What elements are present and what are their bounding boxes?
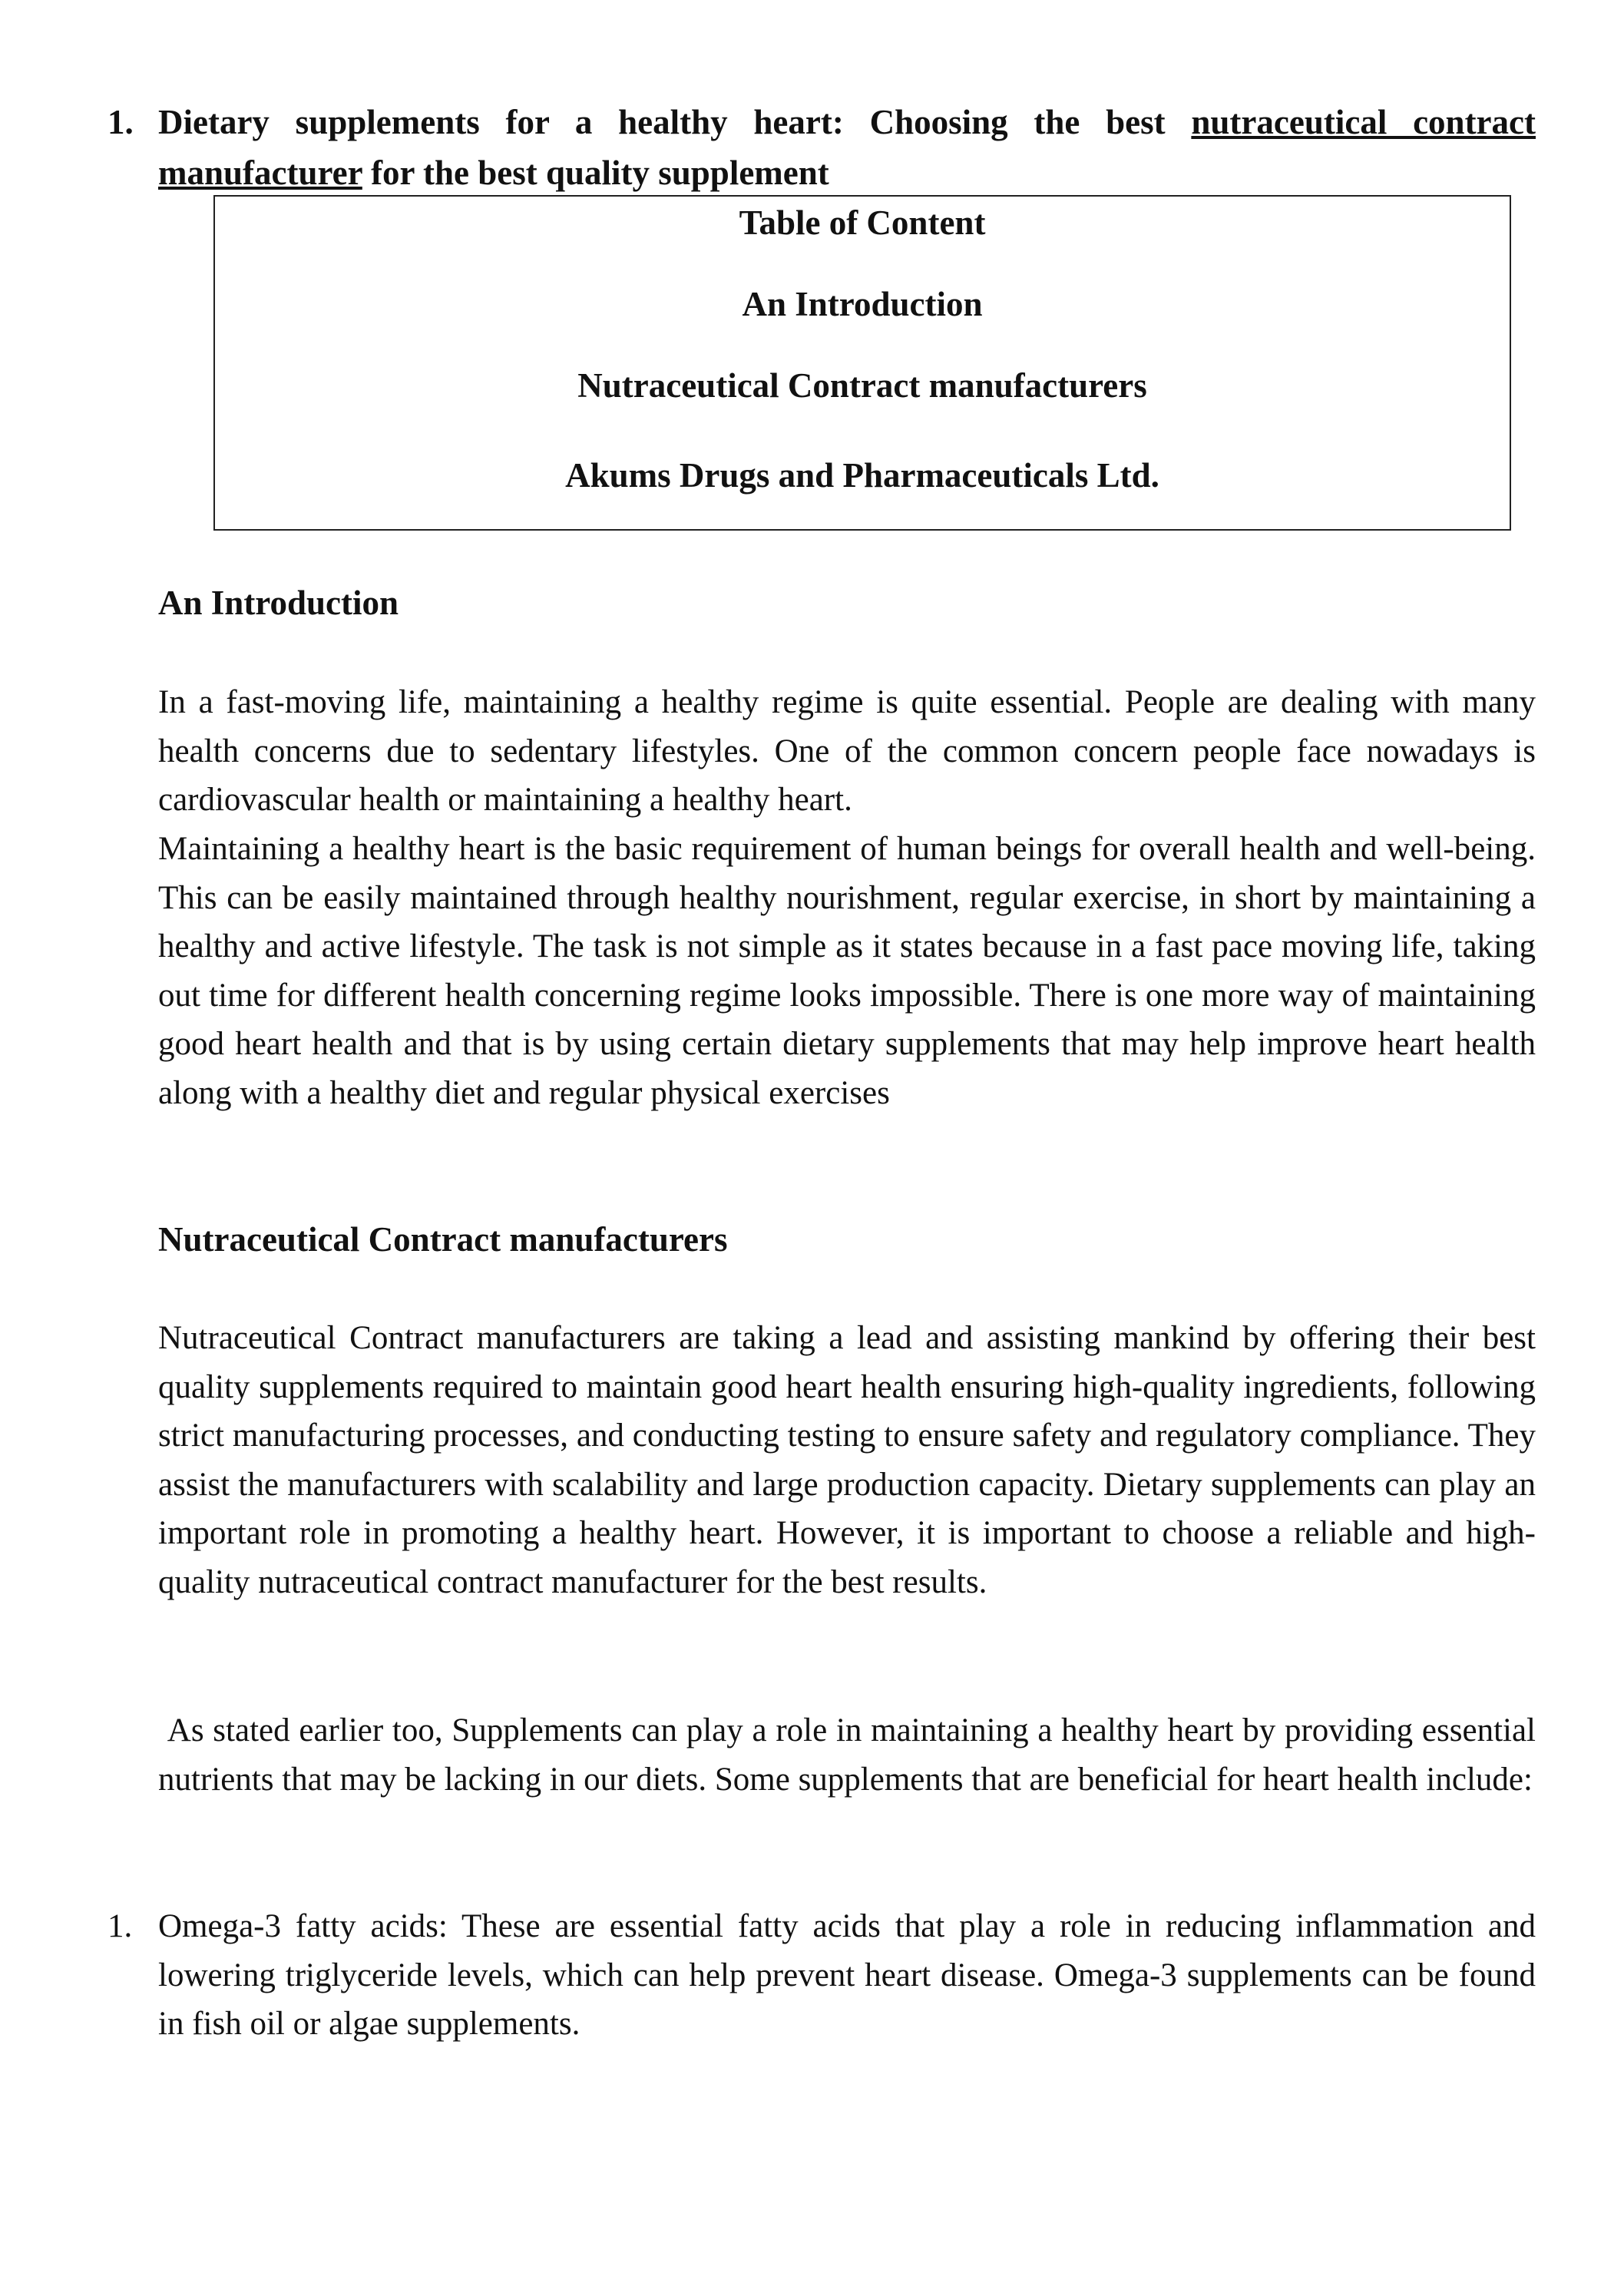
heading-link[interactable]: nutraceutical contract manufacturer xyxy=(158,103,1536,192)
toc-item-nutraceutical-contract-manufacturers[interactable]: Nutraceutical Contract manufacturers xyxy=(577,366,1147,405)
section-title-nutraceutical-contract-manufacturers: Nutraceutical Contract manufacturers xyxy=(158,1220,728,1259)
table-of-contents-box xyxy=(213,195,1511,531)
intro-paragraph-1: In a fast-moving life, maintaining a healthy regime is quite essential. People are dealing with many health concerns due to sedentary lifestyles. One of the common concern people face nowadays is cardiovascular health or maintaining a healthy heart. xyxy=(158,684,1536,819)
list-item-text: Omega-3 fatty acids: These are essential fatty acids that play a role in reducing inflammation and lowering triglyceride levels, which can help prevent heart disease. Omega-3 supplements can be found in fish oil or algae supplements. xyxy=(158,1908,1536,2043)
manufacturers-paragraph-2: As stated earlier too, Supplements can play a role in maintaining a healthy heart by providing essential nutrients that may be lacking in our diets. Some supplements that are beneficial for heart health include: xyxy=(158,1712,1544,1798)
toc-title: Table of Content xyxy=(739,203,986,242)
heading-number: 1. xyxy=(107,103,134,141)
section-title-introduction: An Introduction xyxy=(158,584,399,622)
intro-paragraph-2: Maintaining a healthy heart is the basic requirement of human beings for overall health and well-being. This can be easily maintained through healthy nourishment, regular exercise, in short by maintaining a healthy and active lifestyle. The task is not simple as it states because in a fast pace moving life, taking out time for different health concerning regime looks impossible. There is one more way of maintaining good heart health and that is by using certain dietary supplements that may help improve heart health along with a healthy diet and regular physical exercises xyxy=(158,831,1536,1111)
heading-text xyxy=(158,97,1536,198)
heading-suffix: for the best quality supplement xyxy=(362,154,829,192)
list-item-number: 1. xyxy=(107,1908,133,1944)
toc-item-introduction[interactable]: An Introduction xyxy=(742,285,983,323)
manufacturers-paragraph-1: Nutraceutical Contract manufacturers are taking a lead and assisting mankind by offering their best quality supplements required to maintain good heart health ensuring high-quality ingredients, following strict manufacturing processes, and conducting testing to ensure safety and regulatory compliance. They assist the manufacturers with scalability and large production capacity. Dietary supplements can play an important role in promoting a healthy heart. However, it is important to choose a reliable and high-quality nutraceutical contract manufacturer for the best results. xyxy=(158,1320,1536,1600)
toc-item-akums-drugs[interactable]: Akums Drugs and Pharmaceuticals Ltd. xyxy=(565,456,1159,495)
heading-prefix: Dietary supplements for a healthy heart: Choosing the best xyxy=(158,103,1192,141)
